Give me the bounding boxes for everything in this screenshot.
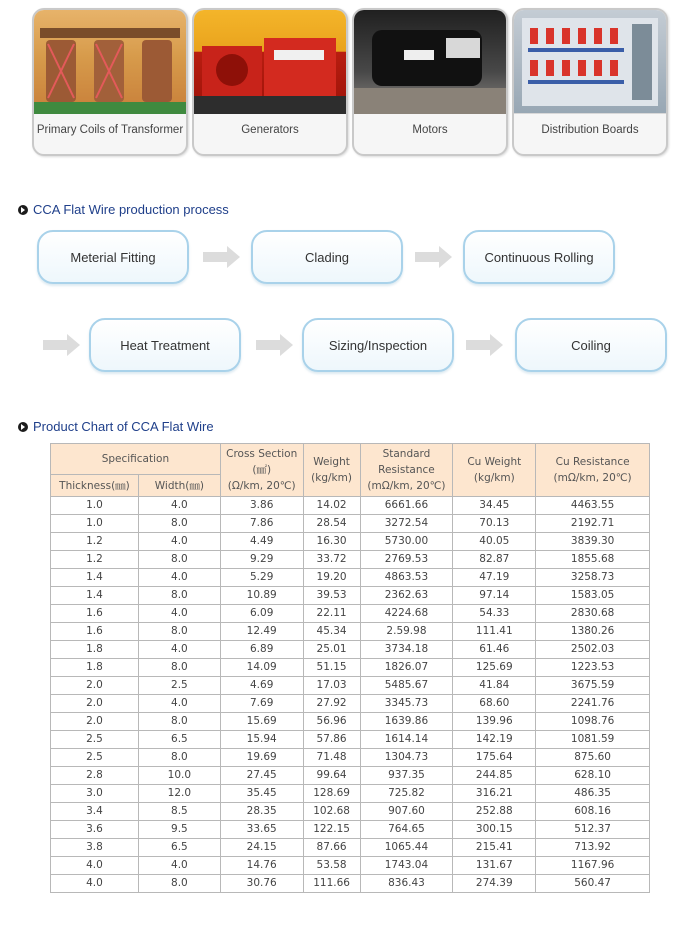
table-row xyxy=(51,821,650,839)
process-heading xyxy=(18,202,229,217)
table-cell: 15.94 xyxy=(220,731,303,749)
table-cell: 2.0 xyxy=(51,695,139,713)
table-row xyxy=(51,803,650,821)
table-cell: 2.5 xyxy=(138,677,220,695)
table-row xyxy=(51,767,650,785)
table-cell: 764.65 xyxy=(360,821,453,839)
table-cell: 8.0 xyxy=(138,875,220,893)
table-row xyxy=(51,785,650,803)
table-cell: 1.6 xyxy=(51,605,139,623)
right-arrow-icon xyxy=(466,333,504,357)
table-cell: 2192.71 xyxy=(536,515,650,533)
table-cell: 8.0 xyxy=(138,749,220,767)
table-cell: 8.0 xyxy=(138,587,220,605)
table-cell: 131.67 xyxy=(453,857,536,875)
table-row xyxy=(51,749,650,767)
table-row xyxy=(51,569,650,587)
table-cell: 1743.04 xyxy=(360,857,453,875)
product-chart-body xyxy=(51,497,650,893)
table-cell: 937.35 xyxy=(360,767,453,785)
table-cell: 2.59.98 xyxy=(360,623,453,641)
table-cell: 2.0 xyxy=(51,677,139,695)
table-cell: 14.76 xyxy=(220,857,303,875)
table-cell: 125.69 xyxy=(453,659,536,677)
right-arrow-icon xyxy=(415,245,453,269)
distribution-board-photo xyxy=(514,10,666,114)
table-cell: 2362.63 xyxy=(360,587,453,605)
table-cell: 51.15 xyxy=(303,659,360,677)
table-cell: 316.21 xyxy=(453,785,536,803)
table-row xyxy=(51,515,650,533)
table-cell: 486.35 xyxy=(536,785,650,803)
table-cell: 8.0 xyxy=(138,551,220,569)
table-cell: 1167.96 xyxy=(536,857,650,875)
table-cell: 2241.76 xyxy=(536,695,650,713)
arrow-bullet-icon xyxy=(18,422,28,432)
header-specification: Specification xyxy=(51,444,221,475)
application-card-transformer xyxy=(32,8,188,156)
application-caption: Generators xyxy=(241,124,299,136)
table-cell: 4.49 xyxy=(220,533,303,551)
process-title: CCA Flat Wire production process xyxy=(33,202,229,217)
table-cell: 27.45 xyxy=(220,767,303,785)
generator-photo xyxy=(194,10,346,114)
table-cell: 4.69 xyxy=(220,677,303,695)
table-cell: 99.64 xyxy=(303,767,360,785)
table-cell: 3345.73 xyxy=(360,695,453,713)
table-cell: 1826.07 xyxy=(360,659,453,677)
table-cell: 47.19 xyxy=(453,569,536,587)
transformer-photo xyxy=(34,10,186,114)
table-cell: 19.20 xyxy=(303,569,360,587)
table-cell: 274.39 xyxy=(453,875,536,893)
table-cell: 5.29 xyxy=(220,569,303,587)
table-cell: 6.89 xyxy=(220,641,303,659)
table-cell: 1223.53 xyxy=(536,659,650,677)
chart-heading xyxy=(18,419,214,434)
table-cell: 30.76 xyxy=(220,875,303,893)
right-arrow-icon xyxy=(203,245,241,269)
table-cell: 7.86 xyxy=(220,515,303,533)
table-cell: 33.72 xyxy=(303,551,360,569)
table-cell: 2.5 xyxy=(51,731,139,749)
table-cell: 512.37 xyxy=(536,821,650,839)
table-cell: 3.0 xyxy=(51,785,139,803)
application-card-motors xyxy=(352,8,508,156)
table-cell: 4.0 xyxy=(51,857,139,875)
table-cell: 3.4 xyxy=(51,803,139,821)
table-row xyxy=(51,533,650,551)
table-row xyxy=(51,677,650,695)
table-cell: 3.86 xyxy=(220,497,303,515)
table-cell: 3839.30 xyxy=(536,533,650,551)
table-cell: 24.15 xyxy=(220,839,303,857)
table-cell: 57.86 xyxy=(303,731,360,749)
process-step-clading: Clading xyxy=(251,230,403,284)
table-cell: 68.60 xyxy=(453,695,536,713)
table-cell: 252.88 xyxy=(453,803,536,821)
table-cell: 25.01 xyxy=(303,641,360,659)
table-cell: 4.0 xyxy=(138,695,220,713)
table-cell: 8.5 xyxy=(138,803,220,821)
table-cell: 4.0 xyxy=(138,569,220,587)
table-cell: 54.33 xyxy=(453,605,536,623)
table-cell: 9.5 xyxy=(138,821,220,839)
table-cell: 244.85 xyxy=(453,767,536,785)
table-cell: 111.41 xyxy=(453,623,536,641)
table-cell: 102.68 xyxy=(303,803,360,821)
table-cell: 1.6 xyxy=(51,623,139,641)
process-step-heat-treatment: Heat Treatment xyxy=(89,318,241,372)
table-row xyxy=(51,623,650,641)
arrow-bullet-icon xyxy=(18,205,28,215)
application-card-distribution-boards xyxy=(512,8,668,156)
table-row xyxy=(51,857,650,875)
application-cards xyxy=(32,8,668,156)
table-cell: 1081.59 xyxy=(536,731,650,749)
table-cell: 33.65 xyxy=(220,821,303,839)
table-cell: 1065.44 xyxy=(360,839,453,857)
table-cell: 1380.26 xyxy=(536,623,650,641)
table-cell: 4.0 xyxy=(138,641,220,659)
header-weight: Weight (kg/km) xyxy=(303,444,360,497)
table-cell: 3258.73 xyxy=(536,569,650,587)
table-cell: 8.0 xyxy=(138,713,220,731)
table-cell: 4463.55 xyxy=(536,497,650,515)
product-chart-table xyxy=(50,443,650,893)
table-cell: 3734.18 xyxy=(360,641,453,659)
header-cu-weight: Cu Weight (kg/km) xyxy=(453,444,536,497)
table-cell: 14.09 xyxy=(220,659,303,677)
table-cell: 7.69 xyxy=(220,695,303,713)
table-cell: 1614.14 xyxy=(360,731,453,749)
table-cell: 1.2 xyxy=(51,533,139,551)
table-cell: 1.2 xyxy=(51,551,139,569)
table-cell: 3675.59 xyxy=(536,677,650,695)
table-cell: 215.41 xyxy=(453,839,536,857)
process-step-coiling: Coiling xyxy=(515,318,667,372)
table-cell: 45.34 xyxy=(303,623,360,641)
table-cell: 28.54 xyxy=(303,515,360,533)
table-cell: 70.13 xyxy=(453,515,536,533)
table-cell: 61.46 xyxy=(453,641,536,659)
table-cell: 4.0 xyxy=(138,533,220,551)
table-cell: 142.19 xyxy=(453,731,536,749)
process-step-material-fitting: Meterial Fitting xyxy=(37,230,189,284)
header-cu-resistance: Cu Resistance (mΩ/km, 20℃) xyxy=(536,444,650,497)
table-cell: 4.0 xyxy=(138,497,220,515)
table-cell: 560.47 xyxy=(536,875,650,893)
table-row xyxy=(51,875,650,893)
table-cell: 1.8 xyxy=(51,641,139,659)
table-cell: 1639.86 xyxy=(360,713,453,731)
table-cell: 907.60 xyxy=(360,803,453,821)
header-width: Width(㎜) xyxy=(138,475,220,497)
table-cell: 6.5 xyxy=(138,839,220,857)
table-cell: 1.0 xyxy=(51,515,139,533)
table-cell: 1.4 xyxy=(51,569,139,587)
table-cell: 5485.67 xyxy=(360,677,453,695)
table-cell: 53.58 xyxy=(303,857,360,875)
table-cell: 725.82 xyxy=(360,785,453,803)
table-cell: 1.8 xyxy=(51,659,139,677)
header-thickness: Thickness(㎜) xyxy=(51,475,139,497)
table-cell: 2.5 xyxy=(51,749,139,767)
table-cell: 128.69 xyxy=(303,785,360,803)
table-cell: 2.0 xyxy=(51,713,139,731)
table-cell: 17.03 xyxy=(303,677,360,695)
right-arrow-icon xyxy=(256,333,294,357)
table-cell: 1098.76 xyxy=(536,713,650,731)
table-cell: 8.0 xyxy=(138,659,220,677)
motor-photo xyxy=(354,10,506,114)
table-cell: 875.60 xyxy=(536,749,650,767)
table-cell: 41.84 xyxy=(453,677,536,695)
table-cell: 3.8 xyxy=(51,839,139,857)
table-cell: 8.0 xyxy=(138,515,220,533)
process-step-continuous-rolling: Continuous Rolling xyxy=(463,230,615,284)
application-card-generators xyxy=(192,8,348,156)
table-cell: 10.89 xyxy=(220,587,303,605)
table-cell: 12.49 xyxy=(220,623,303,641)
table-cell: 8.0 xyxy=(138,623,220,641)
table-cell: 628.10 xyxy=(536,767,650,785)
table-row xyxy=(51,605,650,623)
table-cell: 4224.68 xyxy=(360,605,453,623)
table-cell: 3272.54 xyxy=(360,515,453,533)
table-cell: 1855.68 xyxy=(536,551,650,569)
table-cell: 713.92 xyxy=(536,839,650,857)
table-cell: 28.35 xyxy=(220,803,303,821)
table-cell: 12.0 xyxy=(138,785,220,803)
table-row xyxy=(51,713,650,731)
table-cell: 5730.00 xyxy=(360,533,453,551)
table-row xyxy=(51,659,650,677)
table-cell: 6661.66 xyxy=(360,497,453,515)
table-cell: 4.0 xyxy=(138,605,220,623)
table-cell: 608.16 xyxy=(536,803,650,821)
table-cell: 4.0 xyxy=(51,875,139,893)
table-cell: 2830.68 xyxy=(536,605,650,623)
header-standard-resistance: Standard Resistance (mΩ/km, 20℃) xyxy=(360,444,453,497)
table-row xyxy=(51,839,650,857)
table-cell: 1.0 xyxy=(51,497,139,515)
process-step-sizing-inspection: Sizing/Inspection xyxy=(302,318,454,372)
table-cell: 19.69 xyxy=(220,749,303,767)
table-cell: 34.45 xyxy=(453,497,536,515)
application-caption: Distribution Boards xyxy=(541,124,639,136)
table-cell: 87.66 xyxy=(303,839,360,857)
table-cell: 139.96 xyxy=(453,713,536,731)
table-cell: 35.45 xyxy=(220,785,303,803)
table-cell: 3.6 xyxy=(51,821,139,839)
table-cell: 2.8 xyxy=(51,767,139,785)
table-row xyxy=(51,587,650,605)
table-cell: 300.15 xyxy=(453,821,536,839)
table-cell: 6.5 xyxy=(138,731,220,749)
table-cell: 22.11 xyxy=(303,605,360,623)
header-cross-section: Cross Section (㎟) (Ω/km, 20℃) xyxy=(220,444,303,497)
table-cell: 836.43 xyxy=(360,875,453,893)
right-arrow-icon xyxy=(43,333,81,357)
table-cell: 97.14 xyxy=(453,587,536,605)
table-cell: 1304.73 xyxy=(360,749,453,767)
table-cell: 71.48 xyxy=(303,749,360,767)
table-cell: 56.96 xyxy=(303,713,360,731)
table-cell: 6.09 xyxy=(220,605,303,623)
table-cell: 111.66 xyxy=(303,875,360,893)
application-caption: Motors xyxy=(412,124,448,136)
table-cell: 9.29 xyxy=(220,551,303,569)
table-cell: 1.4 xyxy=(51,587,139,605)
table-cell: 4.0 xyxy=(138,857,220,875)
table-row xyxy=(51,551,650,569)
table-cell: 27.92 xyxy=(303,695,360,713)
table-row xyxy=(51,731,650,749)
table-row xyxy=(51,641,650,659)
table-cell: 175.64 xyxy=(453,749,536,767)
table-cell: 39.53 xyxy=(303,587,360,605)
table-cell: 82.87 xyxy=(453,551,536,569)
table-cell: 2769.53 xyxy=(360,551,453,569)
table-row xyxy=(51,695,650,713)
application-caption: Primary Coils of Transformer xyxy=(36,124,184,136)
table-cell: 15.69 xyxy=(220,713,303,731)
table-cell: 40.05 xyxy=(453,533,536,551)
table-cell: 1583.05 xyxy=(536,587,650,605)
table-row xyxy=(51,497,650,515)
table-cell: 2502.03 xyxy=(536,641,650,659)
table-cell: 14.02 xyxy=(303,497,360,515)
table-cell: 10.0 xyxy=(138,767,220,785)
table-cell: 122.15 xyxy=(303,821,360,839)
chart-title: Product Chart of CCA Flat Wire xyxy=(33,419,214,434)
table-cell: 4863.53 xyxy=(360,569,453,587)
table-cell: 16.30 xyxy=(303,533,360,551)
